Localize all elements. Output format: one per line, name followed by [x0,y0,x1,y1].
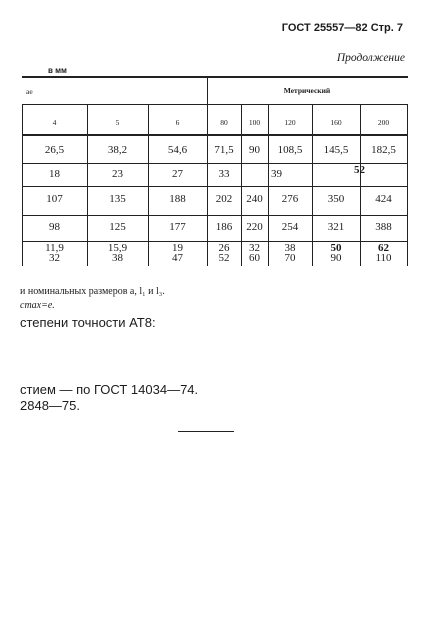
end-rule [178,431,234,432]
col-header: 160 [330,118,342,127]
table-cell: 350 [327,193,345,205]
table-cell: 107 [46,193,63,205]
table-cell: 32 [49,252,60,264]
table-cell: 177 [169,221,186,233]
table-cell: 70 [284,252,296,264]
table-cell: 60 [249,252,260,264]
table-cell: 145,5 [323,144,349,156]
table-cell-merged: 39 [271,168,282,180]
col-header: 100 [248,118,261,127]
header-mid-rule [22,104,408,105]
text-line: 2848—75. [20,398,80,413]
note-line: cmax=e. [20,300,55,311]
table-cell: 26,5 [44,144,65,156]
data-table [22,76,408,266]
table-cell: 188 [169,193,186,205]
table-cell-merged: 52 [354,164,365,176]
continuation-label: Продолжение [336,52,405,64]
table-cell: 71,5 [214,144,234,156]
text-line: стием — по ГОСТ 14034—74. [20,382,199,397]
table-cell: 90 [249,144,260,156]
col-header: 200 [377,118,390,127]
col-header: 120 [284,118,296,127]
table-cell: 424 [375,193,392,205]
header-bottom-rule [22,134,408,136]
table-cell: 98 [49,221,60,233]
col-header: 6 [175,118,180,127]
table-cell: 19 [172,242,183,254]
table-cell: 47 [172,252,183,264]
note-line: и номинальных размеров a, l₁ и l₃. [20,286,165,297]
table-cell: 220 [246,221,263,233]
group-header-metric: Метрический [283,86,331,95]
table-cell: 26 [218,242,230,254]
table-cell: 110 [375,252,392,264]
table-cell: 15,9 [107,242,128,254]
table-cell: 125 [109,221,126,233]
table-cell: 52 [218,252,230,264]
page-header: ГОСТ 25557—82 Стр. 7 [281,22,403,34]
table-cell: 38,2 [107,144,128,156]
table-cell: 321 [327,221,345,233]
table-cell: 254 [281,221,299,233]
table-cell: 27 [172,168,183,180]
table-cell: 33 [218,168,230,180]
table-cell: 23 [112,168,123,180]
table-top-rule [22,76,408,78]
row-rule [22,186,408,187]
text-line: степени точности АТ8: [20,315,156,330]
table-cell: 135 [109,193,126,205]
table-cell: 18 [49,168,60,180]
table-cell: 11,9 [45,242,64,254]
table-cell: 38 [112,252,123,264]
table-cell: 38 [284,242,296,254]
units-label: в мм [48,66,67,75]
table-cell: 186 [215,221,233,233]
group-header-left: ае [26,87,33,96]
table-cell: 32 [249,242,260,254]
table-cell: 240 [246,193,263,205]
col-rule [407,104,408,266]
col-header: 5 [115,118,120,127]
table-cell: 108,5 [277,144,303,156]
table-cell: 388 [375,221,392,233]
table-cell: 182,5 [371,144,396,156]
table-cell: 202 [215,193,233,205]
row-rule [22,215,408,216]
table-cell: 90 [330,252,342,264]
col-header: 4 [52,118,57,127]
table-cell: 62 [378,242,389,254]
table-cell: 276 [281,193,299,205]
col-header: 80 [220,118,228,127]
table-cell: 54,6 [167,144,188,156]
table-cell: 50 [330,242,342,254]
